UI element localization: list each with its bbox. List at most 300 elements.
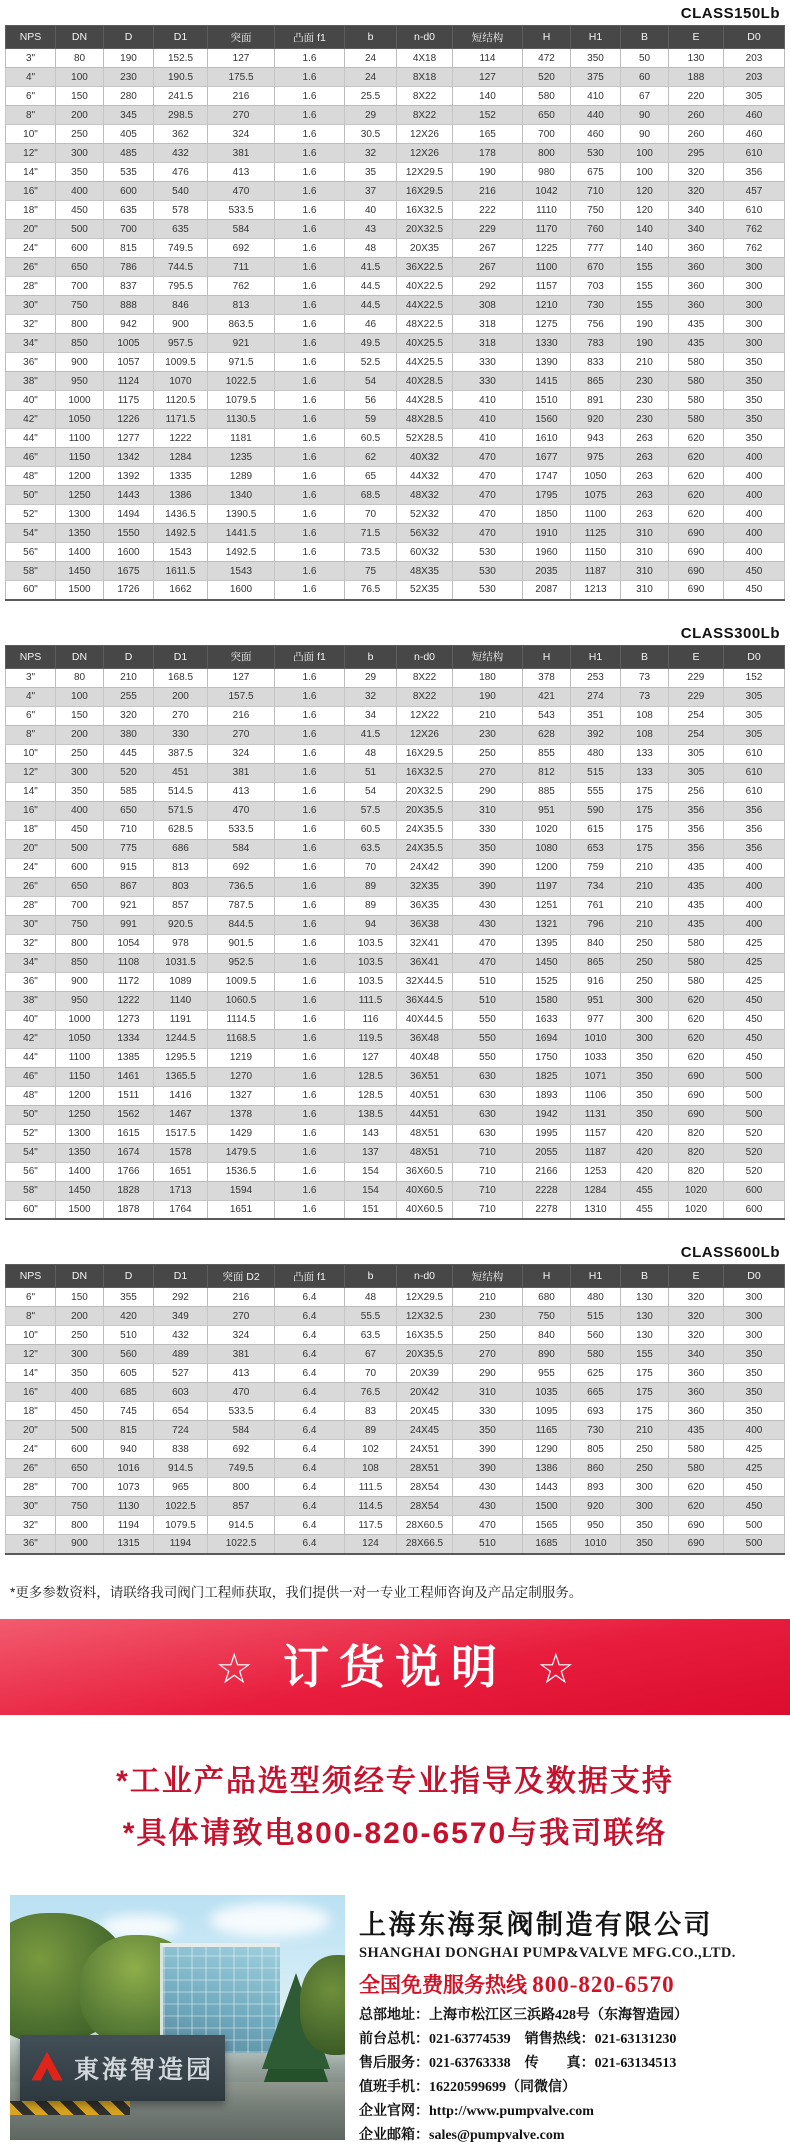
table-cell: 154 (345, 1162, 397, 1181)
table-cell: 152.5 (154, 49, 208, 68)
table-cell: 750 (56, 296, 104, 315)
table-cell: 12" (6, 144, 56, 163)
table-cell: 1517.5 (154, 1124, 208, 1143)
table-cell: 1350 (56, 1143, 104, 1162)
column-header: D0 (724, 26, 785, 49)
table-cell: 700 (523, 125, 571, 144)
table-cell: 942 (104, 315, 154, 334)
table-cell: 28" (6, 1478, 56, 1497)
table-cell: 1.6 (275, 1124, 345, 1143)
table-cell: 36X60.5 (397, 1162, 453, 1181)
table-cell: 762 (724, 239, 785, 258)
column-header: E (669, 1265, 724, 1288)
table-cell: 795.5 (154, 277, 208, 296)
table-row (6, 1326, 785, 1345)
table-cell: 190 (621, 315, 669, 334)
table-cell: 351 (571, 706, 621, 725)
table-cell: 1578 (154, 1143, 208, 1162)
table-cell: 3" (6, 49, 56, 68)
table-cell: 308 (453, 296, 523, 315)
contact-line-mobile: 值班手机：16220599699（同微信） (359, 2079, 576, 2095)
table-cell: 1009.5 (208, 972, 275, 991)
table-cell: 400 (56, 1383, 104, 1402)
table-cell: 263 (621, 505, 669, 524)
table-cell: 350 (724, 410, 785, 429)
table-cell: 52" (6, 505, 56, 524)
table-cell: 200 (56, 1307, 104, 1326)
table-cell: 800 (523, 144, 571, 163)
table-cell: 16X32.5 (397, 201, 453, 220)
table-cell: 400 (56, 182, 104, 201)
table-cell: 813 (208, 296, 275, 315)
table-cell: 203 (724, 68, 785, 87)
table-row (6, 1364, 785, 1383)
table-cell: 100 (56, 68, 104, 87)
column-header: DN (56, 26, 104, 49)
table-cell: 48X35 (397, 562, 453, 581)
table-cell: 24" (6, 1440, 56, 1459)
table-cell: 1079.5 (208, 391, 275, 410)
table-row (6, 1345, 785, 1364)
table-cell: 520 (523, 68, 571, 87)
table-row (6, 763, 785, 782)
table-cell: 584 (208, 220, 275, 239)
table-cell: 175 (621, 839, 669, 858)
table-cell: 1.6 (275, 125, 345, 144)
table-cell: 1210 (523, 296, 571, 315)
table-cell: 320 (669, 1307, 724, 1326)
table-cell: 800 (56, 1516, 104, 1535)
table-cell: 1.6 (275, 706, 345, 725)
table-cell: 620 (669, 429, 724, 448)
table-cell: 650 (104, 801, 154, 820)
table-cell: 955 (523, 1364, 571, 1383)
table-cell: 460 (724, 125, 785, 144)
table-cell: 530 (453, 581, 523, 600)
table-cell: 127 (453, 68, 523, 87)
table-cell: 1106 (571, 1086, 621, 1105)
table-cell: 533.5 (208, 1402, 275, 1421)
table-cell: 1600 (104, 543, 154, 562)
table-cell: 350 (453, 1421, 523, 1440)
table-header-row (6, 26, 785, 49)
table-cell: 761 (571, 896, 621, 915)
table-cell: 305 (724, 706, 785, 725)
table-cell: 63.5 (345, 1326, 397, 1345)
table-cell: 1.6 (275, 1143, 345, 1162)
table-cell: 610 (724, 763, 785, 782)
table-cell: 310 (621, 543, 669, 562)
table-cell: 188 (669, 68, 724, 87)
table-cell: 500 (56, 220, 104, 239)
table-cell: 863.5 (208, 315, 275, 334)
table-cell: 650 (56, 877, 104, 896)
table-row (6, 820, 785, 839)
table-cell: 26" (6, 877, 56, 896)
table-cell: 805 (571, 1440, 621, 1459)
table-cell: 255 (104, 687, 154, 706)
table-cell: 500 (56, 839, 104, 858)
table-cell: 630 (453, 1067, 523, 1086)
table-cell: 500 (724, 1516, 785, 1535)
table-cell: 1124 (104, 372, 154, 391)
table-cell: 6.4 (275, 1326, 345, 1345)
table-cell: 222 (453, 201, 523, 220)
cloud-shape (210, 1903, 330, 1937)
table-cell: 1020 (523, 820, 571, 839)
table-cell: 32" (6, 934, 56, 953)
table-cell: 530 (453, 543, 523, 562)
table-cell: 16X32.5 (397, 763, 453, 782)
table-cell: 759 (571, 858, 621, 877)
table-cell: 300 (724, 1307, 785, 1326)
table-cell: 324 (208, 744, 275, 763)
table-cell: 24" (6, 239, 56, 258)
table-cell: 26" (6, 258, 56, 277)
table-cell: 18" (6, 820, 56, 839)
table-cell: 41.5 (345, 258, 397, 277)
table-cell: 420 (621, 1162, 669, 1181)
table-cell: 46" (6, 448, 56, 467)
table-cell: 803 (154, 877, 208, 896)
table-cell: 893 (571, 1478, 621, 1497)
table-cell: 840 (571, 934, 621, 953)
table-cell: 40 (345, 201, 397, 220)
table-cell: 250 (56, 744, 104, 763)
table-cell: 36X44.5 (397, 991, 453, 1010)
company-name-en: SHANGHAI DONGHAI PUMP&VALVE MFG.CO.,LTD. (359, 1944, 736, 1961)
table-row (6, 125, 785, 144)
table-row (6, 896, 785, 915)
table-cell: 915 (104, 858, 154, 877)
table-cell: 44X28.5 (397, 391, 453, 410)
contact-line-address: 总部地址：上海市松江区三浜路428号（东海智造园） (359, 2007, 688, 2023)
table-cell: 450 (724, 1010, 785, 1029)
table-row (6, 1535, 785, 1554)
table-cell: 550 (453, 1010, 523, 1029)
table-cell: 550 (453, 1048, 523, 1067)
table-cell: 400 (724, 467, 785, 486)
table-cell: 210 (453, 1288, 523, 1307)
table-cell: 48X32 (397, 486, 453, 505)
table-cell: 270 (208, 1307, 275, 1326)
table-cell: 6.4 (275, 1307, 345, 1326)
table-cell: 150 (56, 706, 104, 725)
table-cell: 350 (724, 1345, 785, 1364)
table-cell: 425 (724, 953, 785, 972)
table-cell: 51 (345, 763, 397, 782)
table-cell: 356 (724, 163, 785, 182)
table-cell: 413 (208, 163, 275, 182)
table-cell: 1140 (154, 991, 208, 1010)
table-cell: 32" (6, 315, 56, 334)
table-cell: 28X54 (397, 1497, 453, 1516)
column-header: E (669, 645, 724, 668)
table-cell: 111.5 (345, 1478, 397, 1497)
table-cell: 350 (56, 1364, 104, 1383)
table-cell: 1.6 (275, 106, 345, 125)
table-cell: 1.6 (275, 68, 345, 87)
table-cell: 190 (453, 163, 523, 182)
table-cell: 1130 (104, 1497, 154, 1516)
table-cell: 1310 (571, 1200, 621, 1219)
table-cell: 1.6 (275, 410, 345, 429)
table-cell: 1.6 (275, 163, 345, 182)
table-cell: 1633 (523, 1010, 571, 1029)
table-cell: 450 (724, 991, 785, 1010)
table-cell: 1.6 (275, 668, 345, 687)
table-cell: 1550 (104, 524, 154, 543)
table-cell: 16X35.5 (397, 1326, 453, 1345)
table-cell: 34 (345, 706, 397, 725)
table-cell: 2035 (523, 562, 571, 581)
table-cell: 128.5 (345, 1067, 397, 1086)
table-cell: 1.6 (275, 334, 345, 353)
table-cell: 760 (571, 220, 621, 239)
table-cell: 920 (571, 410, 621, 429)
table-cell: 330 (453, 1402, 523, 1421)
table-cell: 1390.5 (208, 505, 275, 524)
table-cell: 29 (345, 668, 397, 687)
table-cell: 54" (6, 524, 56, 543)
table-cell: 914.5 (208, 1516, 275, 1535)
table-cell: 94 (345, 915, 397, 934)
table-cell: 1131 (571, 1105, 621, 1124)
table-cell: 460 (724, 106, 785, 125)
table-cell: 40X60.5 (397, 1181, 453, 1200)
table-cell: 300 (724, 334, 785, 353)
table-cell: 155 (621, 258, 669, 277)
table-cell: 635 (104, 201, 154, 220)
table-cell: 749.5 (208, 1459, 275, 1478)
table-cell: 533.5 (208, 820, 275, 839)
table-cell: 8" (6, 1307, 56, 1326)
table-cell: 1016 (104, 1459, 154, 1478)
table-cell: 360 (669, 239, 724, 258)
table-cell: 520 (724, 1143, 785, 1162)
column-header: 凸面 f1 (275, 26, 345, 49)
table-cell: 40" (6, 391, 56, 410)
company-name: 上海东海泵阀制造有限公司 (359, 1909, 713, 1940)
table-cell: 600 (56, 858, 104, 877)
table-cell: 60.5 (345, 429, 397, 448)
table-cell: 175 (621, 1402, 669, 1421)
table-cell: 305 (724, 725, 785, 744)
table-cell: 1.6 (275, 763, 345, 782)
table-cell: 1253 (571, 1162, 621, 1181)
table-cell: 520 (724, 1162, 785, 1181)
table-cell: 1443 (104, 486, 154, 505)
table-cell: 108 (621, 725, 669, 744)
table-cell: 114 (453, 49, 523, 68)
table-cell: 36" (6, 353, 56, 372)
table-cell: 298.5 (154, 106, 208, 125)
table-row (6, 1105, 785, 1124)
table-cell: 813 (154, 858, 208, 877)
table-cell: 815 (104, 239, 154, 258)
table-cell: 32X35 (397, 877, 453, 896)
table-cell: 580 (523, 87, 571, 106)
table-cell: 450 (724, 1497, 785, 1516)
table-row (6, 201, 785, 220)
table-cell: 580 (669, 953, 724, 972)
table-cell: 745 (104, 1402, 154, 1421)
table-cell: 16X29.5 (397, 744, 453, 763)
table-cell: 6.4 (275, 1497, 345, 1516)
table-title: CLASS600Lb (680, 1244, 780, 1261)
table-cell: 263 (621, 467, 669, 486)
table-cell: 356 (669, 820, 724, 839)
table-cell: 1500 (523, 1497, 571, 1516)
table-cell: 653 (571, 839, 621, 858)
table-cell: 175.5 (208, 68, 275, 87)
table-cell: 140 (453, 87, 523, 106)
table-cell: 1.6 (275, 725, 345, 744)
table-row (6, 410, 785, 429)
contact-line-phones: 前台总机：021-63774539 销售热线：021-63131230 (359, 2031, 677, 2047)
table-cell: 300 (724, 277, 785, 296)
table-cell: 600 (56, 239, 104, 258)
table-cell: 350 (621, 1516, 669, 1535)
table-cell: 267 (453, 239, 523, 258)
column-header: D1 (154, 1265, 208, 1288)
table-cell: 867 (104, 877, 154, 896)
table-cell: 450 (56, 201, 104, 220)
table-row (6, 581, 785, 600)
table-title: CLASS150Lb (680, 5, 780, 22)
table-cell: 1365.5 (154, 1067, 208, 1086)
table-cell: 250 (621, 934, 669, 953)
table-cell: 980 (523, 163, 571, 182)
table-cell: 20X32.5 (397, 220, 453, 239)
table-cell: 48" (6, 1086, 56, 1105)
table-cell: 1511 (104, 1086, 154, 1105)
column-header: n-d0 (397, 1265, 453, 1288)
table-cell: 300 (724, 1326, 785, 1345)
table-cell: 28X66.5 (397, 1535, 453, 1554)
table-cell: 710 (104, 820, 154, 839)
table-cell: 360 (669, 258, 724, 277)
table-cell: 210 (453, 706, 523, 725)
table-cell: 114.5 (345, 1497, 397, 1516)
table-cell: 1172 (104, 972, 154, 991)
table-cell: 630 (453, 1086, 523, 1105)
table-row (6, 725, 785, 744)
table-cell: 965 (154, 1478, 208, 1497)
table-cell: 310 (621, 581, 669, 600)
table-cell: 305 (669, 744, 724, 763)
table-cell: 300 (56, 763, 104, 782)
table-cell: 1750 (523, 1048, 571, 1067)
table-cell: 49.5 (345, 334, 397, 353)
table-cell: 1275 (523, 315, 571, 334)
table-cell: 103.5 (345, 934, 397, 953)
table-cell: 137 (345, 1143, 397, 1162)
table-cell: 1300 (56, 1124, 104, 1143)
table-cell: 620 (669, 448, 724, 467)
table-cell: 736.5 (208, 877, 275, 896)
table-cell: 46 (345, 315, 397, 334)
table-cell: 1747 (523, 467, 571, 486)
table-cell: 628.5 (154, 820, 208, 839)
table-cell: 44X51 (397, 1105, 453, 1124)
table-cell: 1.6 (275, 934, 345, 953)
table-cell: 952.5 (208, 953, 275, 972)
table-cell: 515 (571, 1307, 621, 1326)
table-cell: 400 (724, 858, 785, 877)
table-cell: 229 (453, 220, 523, 239)
table-cell: 1010 (571, 1029, 621, 1048)
table-cell: 140 (621, 220, 669, 239)
table-cell: 400 (724, 915, 785, 934)
table-row (6, 1459, 785, 1478)
table-row (6, 486, 785, 505)
table-cell: 241.5 (154, 87, 208, 106)
table-cell: 62 (345, 448, 397, 467)
table-cell: 580 (571, 1345, 621, 1364)
column-header: NPS (6, 26, 56, 49)
table-cell: 435 (669, 315, 724, 334)
table-cell: 690 (669, 581, 724, 600)
table-cell: 350 (724, 1364, 785, 1383)
table-cell: 380 (104, 725, 154, 744)
table-cell: 690 (669, 1105, 724, 1124)
table-cell: 1033 (571, 1048, 621, 1067)
table-cell: 1289 (208, 467, 275, 486)
table-cell: 1222 (154, 429, 208, 448)
table-cell: 500 (724, 1067, 785, 1086)
table-cell: 1.6 (275, 1105, 345, 1124)
table-cell: 584 (208, 1421, 275, 1440)
factory-photo (10, 1895, 345, 2140)
table-cell: 435 (669, 334, 724, 353)
table-cell: 250 (621, 1459, 669, 1478)
table-cell: 584 (208, 839, 275, 858)
table-row (6, 1383, 785, 1402)
table-row (6, 858, 785, 877)
table-cell: 190 (453, 687, 523, 706)
table-cell: 1694 (523, 1029, 571, 1048)
table-row (6, 877, 785, 896)
table-cell: 1726 (104, 581, 154, 600)
table-cell: 254 (669, 706, 724, 725)
table-cell: 600 (56, 1440, 104, 1459)
table-cell: 120 (621, 201, 669, 220)
table-cell: 1100 (56, 1048, 104, 1067)
contact-line-website: 企业官网：http://www.pumpvalve.com (359, 2103, 594, 2119)
table-cell: 690 (669, 1535, 724, 1554)
table-cell: 1386 (523, 1459, 571, 1478)
table-cell: 320 (669, 163, 724, 182)
table-cell: 25.5 (345, 87, 397, 106)
table-cell: 777 (571, 239, 621, 258)
table-cell: 210 (621, 915, 669, 934)
table-cell: 320 (669, 1326, 724, 1345)
table-cell: 1060.5 (208, 991, 275, 1010)
table-cell: 1942 (523, 1105, 571, 1124)
table-cell: 190 (104, 49, 154, 68)
table-cell: 100 (56, 687, 104, 706)
table-cell: 476 (154, 163, 208, 182)
table-cell: 744.5 (154, 258, 208, 277)
table-row (6, 144, 785, 163)
table-cell: 200 (56, 725, 104, 744)
table-cell: 535 (104, 163, 154, 182)
table-cell: 435 (669, 858, 724, 877)
table-cell: 1108 (104, 953, 154, 972)
table-cell: 350 (56, 163, 104, 182)
table-cell: 533.5 (208, 201, 275, 220)
